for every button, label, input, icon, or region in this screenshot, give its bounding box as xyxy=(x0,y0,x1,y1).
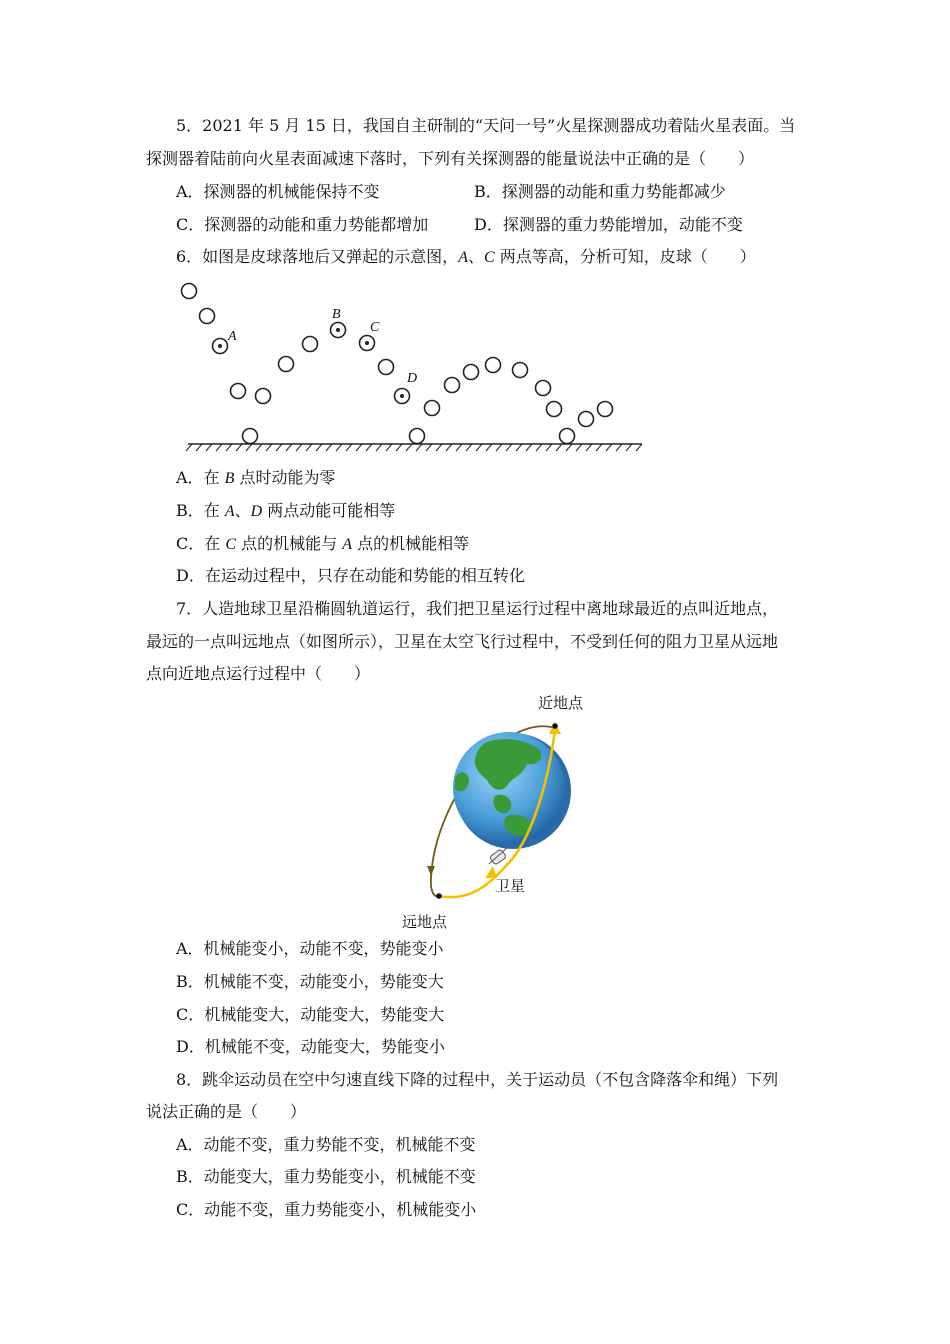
q7-stem-line3: 点向近地点运行过程中（ ） xyxy=(146,664,371,683)
ground-hatch xyxy=(186,444,642,451)
q6-option-c: C．在 C 点的机械能与 A 点的机械能相等 xyxy=(176,534,470,553)
satellite-icon xyxy=(489,848,507,865)
q8-stem-line1: 8．跳伞运动员在空中匀速直线下降的过程中，关于运动员（不包含降落伞和绳）下列 xyxy=(176,1070,779,1089)
q7-option-c: C．机械能变大，动能变大，势能变大 xyxy=(176,1005,445,1024)
q5-option-b: B．探测器的动能和重力势能都减少 xyxy=(474,182,726,201)
q5-stem-line1: 5．2021 年 5 月 15 日，我国自主研制的“天问一号”火星探测器成功着陆火星表面。当 xyxy=(176,116,796,135)
apogee-label: 远地点 xyxy=(402,913,448,931)
q8-stem-line2: 说法正确的是（ ） xyxy=(146,1102,307,1121)
q5-stem-line2: 探测器着陆前向火星表面减速下落时，下列有关探测器的能量说法中正确的是（ ） xyxy=(146,149,755,168)
q6-stem: 6．如图是皮球落地后又弹起的示意图，A、C 两点等高，分析可知，皮球（ ） xyxy=(176,247,756,266)
satellite-label: 卫星 xyxy=(495,877,526,895)
q6-option-d: D．在运动过程中，只存在动能和势能的相互转化 xyxy=(176,566,525,585)
q7-stem-line1: 7．人造地球卫星沿椭圆轨道运行，我们把卫星运行过程中离地球最近的点叫近地点， xyxy=(176,599,779,618)
q8-option-a: A．动能不变，重力势能不变，机械能不变 xyxy=(176,1135,476,1154)
q5-option-a: A．探测器的机械能保持不变 xyxy=(176,182,380,201)
q8-option-b: B．动能变大，重力势能变小，机械能不变 xyxy=(176,1167,476,1186)
fig6-label-d: D xyxy=(407,371,418,386)
q6-option-a: A．在 B 点时动能为零 xyxy=(176,468,336,487)
bouncing-ball-figure xyxy=(176,276,646,454)
perigee-label: 近地点 xyxy=(538,694,584,712)
q7-stem-line2: 最远的一点叫远地点（如图所示），卫星在太空飞行过程中，不受到任何的阻力卫星从远地 xyxy=(146,632,779,651)
fig6-label-c: C xyxy=(370,320,380,335)
satellite-orbit-figure xyxy=(395,688,605,933)
q8-option-c: C．动能不变，重力势能变小，机械能变小 xyxy=(176,1200,477,1219)
q6-option-b: B．在 A、D 两点动能可能相等 xyxy=(176,501,396,520)
fig6-label-a: A xyxy=(228,329,237,344)
q5-option-c: C．探测器的动能和重力势能都增加 xyxy=(176,215,429,234)
q5-option-d: D．探测器的重力势能增加，动能不变 xyxy=(474,215,743,234)
q7-option-b: B．机械能不变，动能变小，势能变大 xyxy=(176,972,444,991)
q7-option-a: A．机械能变小，动能不变，势能变小 xyxy=(176,939,444,958)
fig6-label-b: B xyxy=(332,307,341,322)
q7-option-d: D．机械能不变，动能变大，势能变小 xyxy=(176,1037,445,1056)
